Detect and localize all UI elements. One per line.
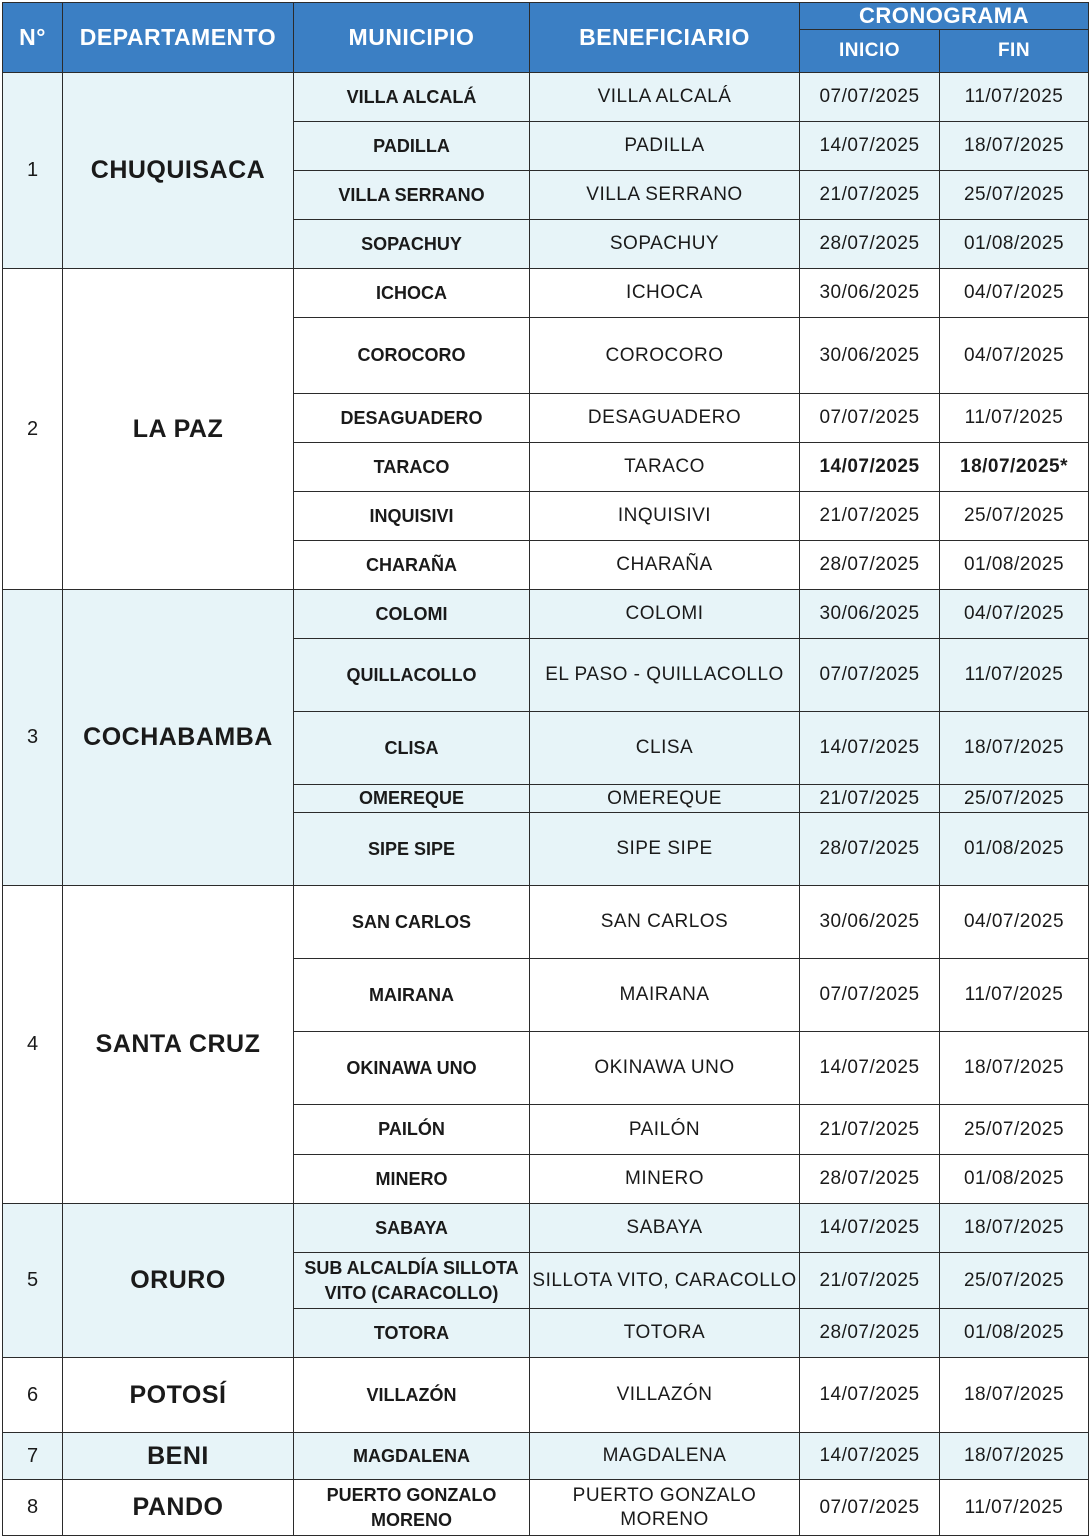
inicio-cell: 14/07/2025	[800, 443, 940, 492]
fin-cell: 11/07/2025	[940, 639, 1089, 712]
municipio-cell: OKINAWA UNO	[294, 1032, 530, 1105]
table-row	[3, 1204, 1089, 1253]
municipio-cell: VILLAZÓN	[294, 1358, 530, 1433]
beneficiario-cell: VILLA ALCALÁ	[530, 73, 800, 122]
header-departamento: DEPARTAMENTO	[63, 3, 294, 73]
inicio-cell: 14/07/2025	[800, 1204, 940, 1253]
inicio-cell: 21/07/2025	[800, 1105, 940, 1155]
municipio-cell: VILLA SERRANO	[294, 171, 530, 220]
group-number: 3	[3, 590, 63, 886]
inicio-cell: 28/07/2025	[800, 1155, 940, 1204]
beneficiario-cell: VILLA SERRANO	[530, 171, 800, 220]
inicio-cell: 14/07/2025	[800, 122, 940, 171]
beneficiario-cell: INQUISIVI	[530, 492, 800, 541]
beneficiario-cell: MINERO	[530, 1155, 800, 1204]
fin-cell: 18/07/2025	[940, 712, 1089, 785]
beneficiario-cell: EL PASO - QUILLACOLLO	[530, 639, 800, 712]
schedule-table	[2, 2, 1089, 1536]
inicio-cell: 14/07/2025	[800, 1433, 940, 1480]
header-inicio: INICIO	[800, 30, 940, 73]
inicio-cell: 14/07/2025	[800, 1358, 940, 1433]
beneficiario-cell: MAGDALENA	[530, 1433, 800, 1480]
beneficiario-cell: TARACO	[530, 443, 800, 492]
fin-cell: 25/07/2025	[940, 785, 1089, 813]
beneficiario-cell: SIPE SIPE	[530, 813, 800, 886]
group-number: 6	[3, 1358, 63, 1433]
beneficiario-cell: VILLAZÓN	[530, 1358, 800, 1433]
table-body	[3, 73, 1089, 1536]
municipio-cell: SAN CARLOS	[294, 886, 530, 959]
fin-cell: 25/07/2025	[940, 492, 1089, 541]
municipio-cell: PUERTO GONZALO MORENO	[294, 1480, 530, 1536]
beneficiario-cell: COROCORO	[530, 318, 800, 394]
header-row-top	[3, 3, 1089, 30]
inicio-cell: 30/06/2025	[800, 269, 940, 318]
municipio-cell: INQUISIVI	[294, 492, 530, 541]
fin-cell: 18/07/2025	[940, 1433, 1089, 1480]
fin-cell: 18/07/2025	[940, 1358, 1089, 1433]
inicio-cell: 28/07/2025	[800, 220, 940, 269]
fin-cell: 11/07/2025	[940, 73, 1089, 122]
municipio-cell: COROCORO	[294, 318, 530, 394]
department-name: PANDO	[63, 1480, 294, 1536]
fin-cell: 04/07/2025	[940, 318, 1089, 394]
beneficiario-cell: PUERTO GONZALO MORENO	[530, 1480, 800, 1536]
fin-cell: 11/07/2025	[940, 394, 1089, 443]
beneficiario-cell: SOPACHUY	[530, 220, 800, 269]
inicio-cell: 14/07/2025	[800, 712, 940, 785]
fin-cell: 04/07/2025	[940, 886, 1089, 959]
beneficiario-cell: CHARAÑA	[530, 541, 800, 590]
inicio-cell: 07/07/2025	[800, 1480, 940, 1536]
inicio-cell: 21/07/2025	[800, 492, 940, 541]
group-number: 4	[3, 886, 63, 1204]
beneficiario-cell: ICHOCA	[530, 269, 800, 318]
inicio-cell: 07/07/2025	[800, 959, 940, 1032]
fin-cell: 01/08/2025	[940, 813, 1089, 886]
beneficiario-cell: CLISA	[530, 712, 800, 785]
fin-cell: 25/07/2025	[940, 1105, 1089, 1155]
header-municipio: MUNICIPIO	[294, 3, 530, 73]
inicio-cell: 07/07/2025	[800, 394, 940, 443]
municipio-cell: TARACO	[294, 443, 530, 492]
header-fin: FIN	[940, 30, 1089, 73]
table-row	[3, 1433, 1089, 1480]
header-num: N°	[3, 3, 63, 73]
inicio-cell: 07/07/2025	[800, 639, 940, 712]
fin-cell: 01/08/2025	[940, 541, 1089, 590]
municipio-cell: SUB ALCALDÍA SILLOTA VITO (CARACOLLO)	[294, 1253, 530, 1309]
fin-cell: 04/07/2025	[940, 590, 1089, 639]
group-number: 2	[3, 269, 63, 590]
table-row	[3, 269, 1089, 318]
municipio-cell: CHARAÑA	[294, 541, 530, 590]
fin-cell: 18/07/2025	[940, 1204, 1089, 1253]
fin-cell: 18/07/2025	[940, 1032, 1089, 1105]
table-row	[3, 1480, 1089, 1536]
inicio-cell: 21/07/2025	[800, 1253, 940, 1309]
group-number: 8	[3, 1480, 63, 1536]
municipio-cell: SABAYA	[294, 1204, 530, 1253]
municipio-cell: QUILLACOLLO	[294, 639, 530, 712]
fin-cell: 11/07/2025	[940, 959, 1089, 1032]
inicio-cell: 30/06/2025	[800, 886, 940, 959]
inicio-cell: 14/07/2025	[800, 1032, 940, 1105]
table-row	[3, 73, 1089, 122]
municipio-cell: SIPE SIPE	[294, 813, 530, 886]
municipio-cell: ICHOCA	[294, 269, 530, 318]
table-row	[3, 590, 1089, 639]
inicio-cell: 07/07/2025	[800, 73, 940, 122]
fin-cell: 18/07/2025*	[940, 443, 1089, 492]
fin-cell: 01/08/2025	[940, 1309, 1089, 1358]
beneficiario-cell: PADILLA	[530, 122, 800, 171]
municipio-cell: SOPACHUY	[294, 220, 530, 269]
header-cronograma: CRONOGRAMA	[800, 3, 1089, 30]
municipio-cell: COLOMI	[294, 590, 530, 639]
beneficiario-cell: SILLOTA VITO, CARACOLLO	[530, 1253, 800, 1309]
department-name: LA PAZ	[63, 269, 294, 590]
fin-cell: 04/07/2025	[940, 269, 1089, 318]
department-name: ORURO	[63, 1204, 294, 1358]
group-number: 5	[3, 1204, 63, 1358]
municipio-cell: MAIRANA	[294, 959, 530, 1032]
beneficiario-cell: COLOMI	[530, 590, 800, 639]
municipio-cell: MAGDALENA	[294, 1433, 530, 1480]
municipio-cell: CLISA	[294, 712, 530, 785]
fin-cell: 25/07/2025	[940, 171, 1089, 220]
municipio-cell: MINERO	[294, 1155, 530, 1204]
department-name: POTOSÍ	[63, 1358, 294, 1433]
inicio-cell: 28/07/2025	[800, 541, 940, 590]
municipio-cell: PAILÓN	[294, 1105, 530, 1155]
header-beneficiario: BENEFICIARIO	[530, 3, 800, 73]
beneficiario-cell: MAIRANA	[530, 959, 800, 1032]
table-row	[3, 886, 1089, 959]
beneficiario-cell: DESAGUADERO	[530, 394, 800, 443]
inicio-cell: 30/06/2025	[800, 590, 940, 639]
beneficiario-cell: PAILÓN	[530, 1105, 800, 1155]
inicio-cell: 28/07/2025	[800, 1309, 940, 1358]
fin-cell: 01/08/2025	[940, 220, 1089, 269]
beneficiario-cell: OKINAWA UNO	[530, 1032, 800, 1105]
department-name: SANTA CRUZ	[63, 886, 294, 1204]
inicio-cell: 30/06/2025	[800, 318, 940, 394]
municipio-cell: TOTORA	[294, 1309, 530, 1358]
beneficiario-cell: SABAYA	[530, 1204, 800, 1253]
beneficiario-cell: TOTORA	[530, 1309, 800, 1358]
fin-cell: 11/07/2025	[940, 1480, 1089, 1536]
table-row	[3, 1358, 1089, 1433]
municipio-cell: DESAGUADERO	[294, 394, 530, 443]
fin-cell: 01/08/2025	[940, 1155, 1089, 1204]
department-name: BENI	[63, 1433, 294, 1480]
municipio-cell: VILLA ALCALÁ	[294, 73, 530, 122]
department-name: CHUQUISACA	[63, 73, 294, 269]
municipio-cell: PADILLA	[294, 122, 530, 171]
inicio-cell: 28/07/2025	[800, 813, 940, 886]
fin-cell: 25/07/2025	[940, 1253, 1089, 1309]
beneficiario-cell: SAN CARLOS	[530, 886, 800, 959]
inicio-cell: 21/07/2025	[800, 785, 940, 813]
department-name: COCHABAMBA	[63, 590, 294, 886]
group-number: 7	[3, 1433, 63, 1480]
inicio-cell: 21/07/2025	[800, 171, 940, 220]
municipio-cell: OMEREQUE	[294, 785, 530, 813]
fin-cell: 18/07/2025	[940, 122, 1089, 171]
group-number: 1	[3, 73, 63, 269]
beneficiario-cell: OMEREQUE	[530, 785, 800, 813]
